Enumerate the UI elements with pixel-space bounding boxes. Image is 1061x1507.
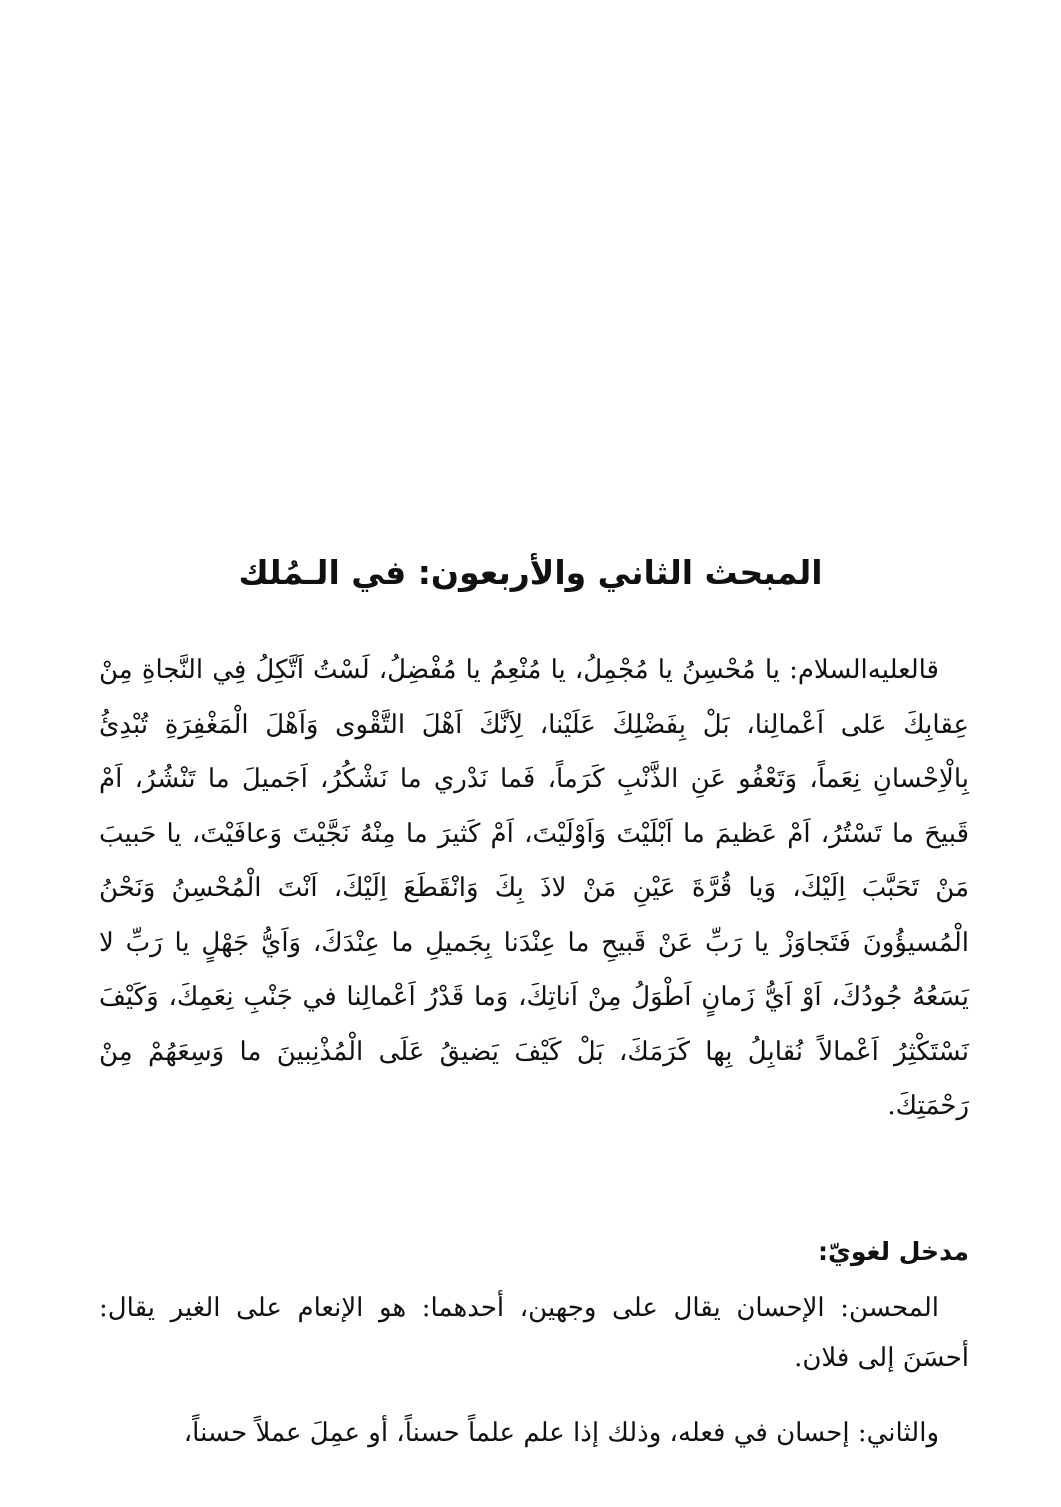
linguistic-paragraph-2: والثاني: إحسان في فعله، وذلك إذا علم علماً حسناً، أو عمِلَ عملاً حسناً، — [183, 1418, 939, 1448]
linguistic-heading: مدخل لغويّ: — [817, 1237, 969, 1266]
linguistic-paragraph-1: المحسن: الإحسان يقال على وجهين، أحدهما: هو الإنعام على الغير يقال: أحسَنَ إلى فلان. — [99, 1293, 969, 1373]
supplication-quote — [99, 643, 969, 1134]
section-title: المبحث الثاني والأربعون: في الـمُلك — [238, 553, 823, 592]
quote-text: قالعليه‌السلام: يا مُحْسِنُ يا مُجْمِلُ، يا مُنْعِمُ يا مُفْضِلُ، لَسْتُ اَتَّكِلُ فِي النَّجاةِ مِنْ عِقابِكَ عَلى اَعْمالِنا، بَلْ بِفَضْلِكَ عَلَيْنا، لِاَنَّكَ اَهْلَ التَّقْوى وَاَهْلَ الْمَغْفِرَةِ تُبْدِئُ بِالْاِحْسانِ نِعَماً، وَتَعْفُو عَنِ الذَّنْبِ كَرَماً، فَما نَدْري ما نَشْكُرُ، اَجَميلَ ما تَنْشُرُ، اَمْ قَبيحَ ما تَسْتُرُ، اَمْ عَظيمَ ما اَبْلَيْتَ وَاَوْلَيْتَ، اَمْ كَثيرَ ما مِنْهُ نَجَّيْتَ وَعافَيْتَ، يا حَبيبَ مَنْ تَحَبَّبَ اِلَيْكَ، وَيا قُرَّةَ عَيْنِ مَنْ لاذَ بِكَ وَانْقَطَعَ اِلَيْكَ، اَنْتَ الْمُحْسِنُ وَنَحْنُ الْمُسيؤُونَ فَتَجاوَزْ يا رَبِّ عَنْ قَبيحِ ما عِنْدَنا بِجَميلِ ما عِنْدَكَ، وَاَيُّ جَهْلٍ يا رَبِّ لا يَسَعُهُ جُودُكَ، اَوْ اَيُّ زَمانٍ اَطْوَلُ مِنْ اَناتِكَ، وَما قَدْرُ اَعْمالِنا في جَنْبِ نِعَمِكَ، وَكَيْفَ نَسْتَكْثِرُ اَعْمالاً نُقابِلُ بِها كَرَمَكَ، بَلْ كَيْفَ يَضيقُ عَلَى الْمُذْنِبينَ ما وَسِعَهُمْ مِنْ رَحْمَتِكَ. — [99, 655, 969, 1121]
